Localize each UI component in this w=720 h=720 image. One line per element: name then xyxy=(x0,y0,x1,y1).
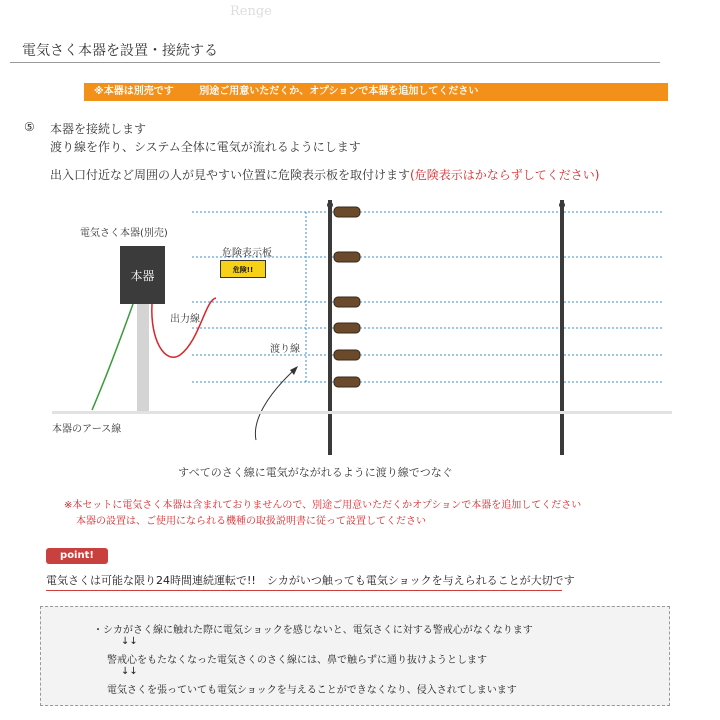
step-number: ⑤ xyxy=(24,120,35,134)
point-badge: point! xyxy=(46,548,108,564)
fence-wires xyxy=(192,212,662,382)
step-line3-main: 出入口付近など周囲の人が見やすい位置に危険表示板を取付けます xyxy=(50,168,411,182)
box-arrow-1: ↓↓ xyxy=(121,636,138,647)
box-line-1: ・シカがさく線に触れた際に電気ショックを感じないと、電気さくに対する警戒心がなくなります xyxy=(93,625,533,636)
watermark: Renge xyxy=(230,4,272,19)
output-wire xyxy=(152,298,216,357)
step-line1: 本器を接続します xyxy=(50,122,147,136)
point-text: 電気さくは可能な限り24時間連続運転で!! シカがいつ触っても電気ショックを与えられることが大切です xyxy=(46,574,575,587)
point-underline xyxy=(46,590,562,591)
insulators xyxy=(334,207,360,387)
box-arrow-2: ↓↓ xyxy=(121,666,138,677)
explanation-box xyxy=(40,606,670,706)
note-red-1: ※本セットに電気さく本器は含まれておりませんので、別途ご用意いただくかオプションで本器を追加してください xyxy=(64,500,582,511)
callout-arrowhead xyxy=(290,366,298,375)
earth-wire xyxy=(92,304,133,410)
device-caption: 電気さく本器(別売) xyxy=(80,228,168,239)
ground-line xyxy=(52,411,672,414)
device-stand xyxy=(137,304,149,411)
earth-wire-label: 本器のアース線 xyxy=(52,424,122,435)
notice-part2: 別途ご用意いただくか、オプションで本器を追加してください xyxy=(199,86,479,97)
page-title: 電気さく本器を設置・接続する xyxy=(22,43,218,59)
sign-caption: 危険表示板 xyxy=(222,248,272,259)
jumper-caption: すべてのさく線に電気がながれるように渡り線でつなぐ xyxy=(178,466,453,479)
jumper-wire-label: 渡り線 xyxy=(270,344,300,355)
energizer-device: 本器 xyxy=(120,246,165,304)
danger-sign: 危険!! xyxy=(220,260,266,278)
step-line2: 渡り線を作り、システム全体に電気が流れるようにします xyxy=(50,140,361,154)
output-wire-label: 出力線 xyxy=(170,314,200,325)
box-line-2: 警戒心をもたなくなった電気さくのさく線には、鼻で触らずに通り抜けようとします xyxy=(107,655,487,666)
step-line3-warning: (危険表示はかならずしてください) xyxy=(410,168,600,182)
box-line-3: 電気さくを張っていても電気ショックを与えることができなくなり、侵入されてしまいます xyxy=(107,685,517,696)
notice-part1: ※本器は別売です xyxy=(94,86,174,97)
note-red-2: 本器の設置は、ご使用になられる機種の取扱説明書に従って設置してください xyxy=(76,516,426,527)
